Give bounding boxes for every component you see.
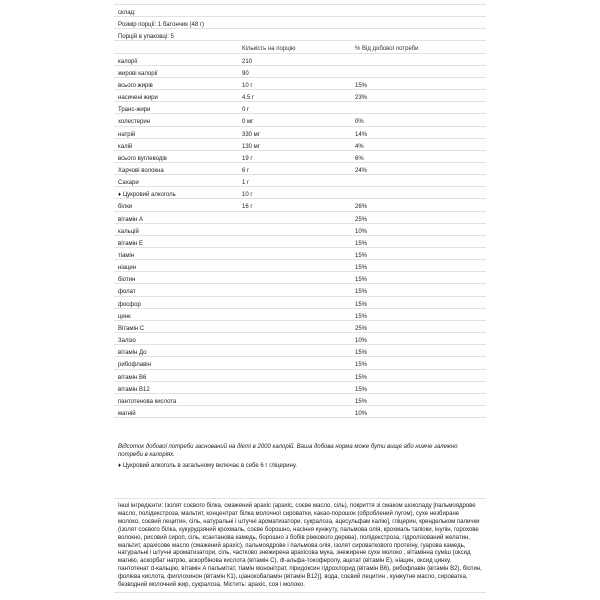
nutrient-daily-value: 26% — [355, 204, 368, 211]
ingredients-block — [114, 498, 486, 593]
nutrient-name: всього вуглеводів — [118, 155, 167, 162]
ingredients-text: Інші інгредієнти: Ізолят соєвого білка, смажений арахіс (арахіс, соєве масло, сіль), покриття зі смаком шоколаду [пальмоядрове масло, полідекстроза, мальтит, концентрат білка молочної сироватки, какао-порошок (оброблений лугом), сухе незбиране молоко, соєвий лецитин, сіль, натуральні і штучні ароматизатори, сукралоза, ацесульфам калію], гліцерин, крендельком палички (ізолят соєвого білка, кукурудзяний крохмаль, соєве борошно, насіння кунжуту, пальмова олія, крохмаль тапіоки, інулін, горохове волокно, рисовий сироп, сіль, ксантанова камедь, борошно з бобів ріжкового дерева), полідекстроза, гідролізований желатин, мальтит, арахісове масло (смажений арахіс), пальмоядрове і пальмова олія, ізолят сироваткового протеїну, гуарова камедь, натуральні і штучні ароматизатори, сіль, частково знежирена арахісова мука, знежирене сухе молоко , вітамінна суміш (оксид магнію, аскорбат натрію, аскорбінова кислота (вітамін С), dl-альфа-токоферолу, ацетат (вітамін Е), ніацин, оксид цинку, пантотенат d-кальцію, вітамін А пальмітат, тіамін мононітрат, піридоксин гідрохлорид (вітамін В6), рибофлавін (вітамін В2), біотин, фолієва кислота, филлохинон (вітамін К1), ціанокобаламін (вітамін В12)], вода, соєвий лецитин , кунжутне масло, сироватка, безводний молочний жир, сукралоза, Містить: арахіс, соя і молоко. — [118, 503, 482, 589]
nutrient-name: Харчові волокна — [118, 167, 164, 174]
nutrient-daily-value: 6% — [355, 155, 364, 162]
nutrient-row — [114, 138, 486, 151]
nutrient-row — [114, 296, 486, 309]
nutrient-daily-value: 15% — [355, 350, 368, 357]
nutrient-daily-value: 15% — [355, 253, 368, 259]
nutrient-daily-value: 24% — [355, 167, 368, 174]
nutrient-name: Транс-жири — [118, 107, 151, 114]
nutrient-row — [114, 356, 486, 369]
nutrient-name: білки — [118, 204, 133, 211]
nutrient-daily-value: 15% — [355, 386, 368, 393]
nutrient-row — [114, 344, 486, 357]
nutrient-name: фосфор — [118, 301, 141, 308]
nutrient-name: Залізо — [118, 338, 136, 345]
nutrient-name: магній — [118, 410, 136, 417]
nutrient-row — [114, 223, 486, 236]
nutrient-row — [114, 53, 486, 66]
nutrient-daily-value: 0% — [355, 119, 364, 126]
nutrient-daily-value: 15% — [355, 240, 368, 247]
nutrient-row — [114, 77, 486, 90]
nutrient-name: Сахари — [118, 180, 139, 187]
nutrient-name: всього жирів — [118, 82, 153, 89]
nutrient-row — [114, 198, 486, 211]
nutrient-name: Вітамін С — [118, 325, 145, 332]
nutrient-row — [114, 320, 486, 333]
nutrient-name: вітамін Е — [118, 240, 143, 247]
nutrient-row — [114, 113, 486, 126]
nutrient-daily-value: 15% — [355, 277, 368, 284]
nutrient-name: пантотенова кислота — [118, 398, 177, 405]
nutrient-row — [114, 162, 486, 175]
nutrient-daily-value: 15% — [355, 362, 368, 369]
nutrient-daily-value: 15% — [355, 374, 368, 381]
nutrient-name: вітамін В6 — [118, 374, 147, 381]
nutrient-amount: 10 г — [242, 192, 253, 199]
nutrient-name: тіамін — [118, 253, 135, 259]
amount-header: Кількість на порцію — [242, 46, 296, 53]
nutrient-name: холестерин — [118, 119, 150, 126]
nutrient-name: біотин — [118, 277, 136, 284]
nutrient-daily-value: 4% — [355, 143, 364, 150]
nutrient-daily-value: 10% — [355, 338, 368, 345]
nutrient-daily-value: 15% — [355, 313, 368, 320]
nutrient-name: насичені жири — [118, 95, 158, 102]
daily-value-header: % Від добової потреби — [355, 46, 419, 53]
nutrient-name: ніацин — [118, 265, 137, 272]
nutrient-name: кальцій — [118, 228, 139, 235]
nutrient-daily-value: 23% — [355, 95, 368, 102]
table-header-row — [114, 40, 486, 53]
nutrient-name: фолат — [118, 289, 136, 296]
nutrient-name: жирові калорії — [118, 70, 158, 77]
nutrient-amount: 1 г — [242, 180, 250, 187]
nutrient-daily-value: 14% — [355, 131, 368, 138]
nutrient-name: вітамін До — [118, 350, 147, 357]
nutrient-amount: 0 мг — [242, 119, 254, 126]
nutrient-amount: 10 г — [242, 82, 253, 89]
nutrient-name: вітамін В12 — [118, 386, 150, 393]
nutrient-amount: 210 — [242, 58, 253, 65]
nutrient-row — [114, 174, 486, 187]
nutrient-daily-value: 10% — [355, 410, 368, 417]
nutrient-row — [114, 381, 486, 394]
nutrient-daily-value: 15% — [355, 301, 368, 308]
nutrient-daily-value: 10% — [355, 228, 368, 235]
nutrient-name: цинк — [118, 313, 131, 320]
servings-per-pack: Порцій в упаковці: 5 — [118, 34, 174, 41]
nutrient-daily-value: 25% — [355, 216, 368, 223]
serving-size-row — [114, 16, 486, 29]
nutrient-amount: 0 г — [242, 107, 250, 114]
nutrient-amount: 19 г — [242, 155, 253, 162]
nutrient-amount: 330 мг — [242, 131, 260, 138]
nutrient-daily-value: 15% — [355, 398, 368, 405]
nutrient-amount: 6 г — [242, 167, 250, 174]
nutrient-daily-value: 15% — [355, 289, 368, 296]
nutrient-amount: 90 — [242, 70, 249, 77]
nutrient-row — [114, 235, 486, 248]
nutrient-name: рибофлавін — [118, 362, 151, 369]
nutrient-name: натрій — [118, 131, 136, 138]
sugar-alcohol-footnote: ♦ Цукровий алкоголь в загальному включає в себе 6 г гліцерину. — [118, 463, 297, 469]
table-bottom-border — [114, 417, 486, 418]
nutrient-amount: 16 г — [242, 204, 253, 211]
nutrient-amount: 130 мг — [242, 143, 260, 150]
nutrient-row — [114, 101, 486, 114]
section-title: склад: — [118, 10, 136, 16]
serving-size: Розмір порції: 1 батончик (48 г) — [118, 22, 205, 29]
nutrient-name: вітамін А — [118, 216, 143, 223]
nutrient-row — [114, 259, 486, 272]
nutrient-name: калій — [118, 143, 133, 150]
nutrient-row — [114, 405, 486, 418]
nutrient-amount: 4.5 г — [242, 95, 255, 102]
nutrient-daily-value: 15% — [355, 265, 368, 272]
nutrient-daily-value: 15% — [355, 82, 368, 89]
nutrient-name: ♦ Цукровий алкоголь — [118, 192, 176, 199]
nutrient-daily-value: 25% — [355, 325, 368, 332]
nutrient-row — [114, 283, 486, 296]
daily-value-footnote: Відсоток добової потреби заснований на дієті в 2000 калорій. Ваша добова норма може бути вище або нижче залежно потреби в калоріях. — [118, 444, 458, 458]
nutrient-name: калорії — [118, 58, 138, 65]
